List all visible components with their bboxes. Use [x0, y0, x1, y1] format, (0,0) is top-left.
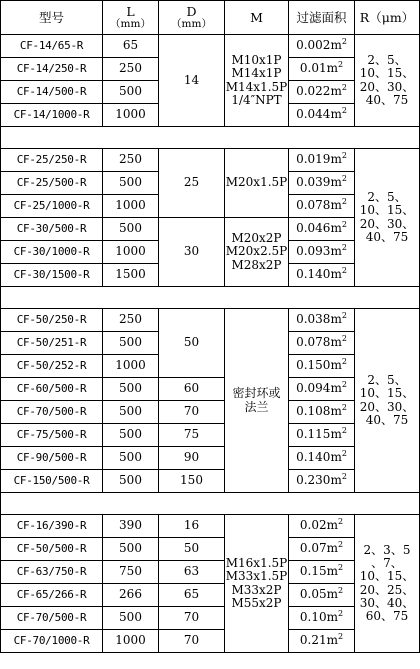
length-cell: 250: [103, 309, 159, 332]
model-cell: CF-30/500-R: [1, 218, 103, 241]
header-diameter: D （mm）: [159, 1, 225, 35]
diameter-cell: 65: [159, 584, 225, 607]
length-cell: 1000: [103, 241, 159, 264]
model-cell: CF-16/390-R: [1, 515, 103, 538]
header-thread: M: [225, 1, 289, 35]
length-cell: 500: [103, 332, 159, 355]
model-cell: CF-25/500-R: [1, 172, 103, 195]
length-cell: 500: [103, 538, 159, 561]
model-cell: CF-50/500-R: [1, 538, 103, 561]
length-cell: 500: [103, 470, 159, 493]
area-cell: $0.230m^2$: [289, 470, 355, 493]
diameter-cell: 14: [159, 35, 225, 127]
group-separator: [1, 127, 420, 149]
header-row: [1, 1, 420, 35]
model-cell: CF-30/1000-R: [1, 241, 103, 264]
table-row: [1, 309, 420, 332]
length-cell: 65: [103, 35, 159, 58]
separator-cell: [1, 493, 420, 515]
length-cell: 266: [103, 584, 159, 607]
diameter-cell: 90: [159, 447, 225, 470]
group-separator: [1, 493, 420, 515]
length-cell: 500: [103, 81, 159, 104]
thread-cell: M20x2P M20x2.5P M28x2P: [225, 218, 289, 287]
area-cell: $0.002m^2$: [289, 35, 355, 58]
area-cell: $0.07m^2$: [289, 538, 355, 561]
diameter-cell: 70: [159, 401, 225, 424]
group-separator: [1, 287, 420, 309]
model-cell: CF-25/1000-R: [1, 195, 103, 218]
area-cell: $0.21m^2$: [289, 630, 355, 653]
header-filter-area: 过滤面积: [289, 1, 355, 35]
model-cell: CF-14/65-R: [1, 35, 103, 58]
diameter-cell: 60: [159, 378, 225, 401]
length-cell: 1000: [103, 104, 159, 127]
model-cell: CF-70/500-R: [1, 401, 103, 424]
model-cell: CF-50/252-R: [1, 355, 103, 378]
area-cell: $0.140m^2$: [289, 264, 355, 287]
thread-cell: M20x1.5P: [225, 149, 289, 218]
table-row: [1, 515, 420, 538]
model-cell: CF-50/250-R: [1, 309, 103, 332]
model-cell: CF-14/1000-R: [1, 104, 103, 127]
table-row: [1, 149, 420, 172]
area-cell: $0.022m^2$: [289, 81, 355, 104]
area-cell: $0.140m^2$: [289, 447, 355, 470]
model-cell: CF-14/500-R: [1, 81, 103, 104]
header-length: L （mm）: [103, 1, 159, 35]
model-cell: CF-25/250-R: [1, 149, 103, 172]
length-cell: 1500: [103, 264, 159, 287]
area-cell: $0.115m^2$: [289, 424, 355, 447]
length-cell: 500: [103, 218, 159, 241]
area-cell: $0.044m^2$: [289, 104, 355, 127]
rating-cell: 2、5、 10、15、 20、30、 40、75: [355, 35, 420, 127]
area-cell: $0.078m^2$: [289, 195, 355, 218]
length-cell: 500: [103, 378, 159, 401]
area-cell: $0.15m^2$: [289, 561, 355, 584]
diameter-cell: 50: [159, 309, 225, 378]
length-cell: 500: [103, 447, 159, 470]
separator-cell: [1, 287, 420, 309]
length-cell: 390: [103, 515, 159, 538]
area-cell: $0.038m^2$: [289, 309, 355, 332]
length-cell: 250: [103, 58, 159, 81]
length-cell: 500: [103, 607, 159, 630]
thread-cell: M10x1P M14x1P M14x1.5P 1/4″NPT: [225, 35, 289, 127]
diameter-cell: 25: [159, 149, 225, 218]
diameter-cell: 150: [159, 470, 225, 493]
model-cell: CF-63/750-R: [1, 561, 103, 584]
thread-cell: M16x1.5P M33x1.5P M33x2P M55x2P: [225, 515, 289, 653]
model-cell: CF-60/500-R: [1, 378, 103, 401]
diameter-cell: 16: [159, 515, 225, 538]
length-cell: 750: [103, 561, 159, 584]
table-row: [1, 35, 420, 58]
diameter-cell: 63: [159, 561, 225, 584]
area-cell: $0.10m^2$: [289, 607, 355, 630]
area-cell: $0.01m^2$: [289, 58, 355, 81]
model-cell: CF-70/500-R: [1, 607, 103, 630]
area-cell: $0.108m^2$: [289, 401, 355, 424]
diameter-cell: 70: [159, 607, 225, 630]
thread-cell: 密封环或 法兰: [225, 309, 289, 493]
area-cell: $0.05m^2$: [289, 584, 355, 607]
area-cell: $0.078m^2$: [289, 332, 355, 355]
model-cell: CF-75/500-R: [1, 424, 103, 447]
rating-cell: 2、3、5 、7、 10、15、 20、25、 30、40、 60、75: [355, 515, 420, 653]
diameter-cell: 70: [159, 630, 225, 653]
area-cell: $0.093m^2$: [289, 241, 355, 264]
area-cell: $0.094m^2$: [289, 378, 355, 401]
length-cell: 1000: [103, 630, 159, 653]
diameter-cell: 75: [159, 424, 225, 447]
area-cell: $0.02m^2$: [289, 515, 355, 538]
model-cell: CF-150/500-R: [1, 470, 103, 493]
area-cell: $0.039m^2$: [289, 172, 355, 195]
length-cell: 500: [103, 172, 159, 195]
length-cell: 500: [103, 424, 159, 447]
model-cell: CF-14/250-R: [1, 58, 103, 81]
length-cell: 500: [103, 401, 159, 424]
rating-cell: 2、5、 10、15、 20、30、 40、75: [355, 309, 420, 493]
separator-cell: [1, 127, 420, 149]
diameter-cell: 30: [159, 218, 225, 287]
model-cell: CF-65/266-R: [1, 584, 103, 607]
header-rating: R（μm）: [355, 1, 420, 35]
length-cell: 1000: [103, 355, 159, 378]
model-cell: CF-70/1000-R: [1, 630, 103, 653]
header-model: 型号: [1, 1, 103, 35]
length-cell: 250: [103, 149, 159, 172]
model-cell: CF-30/1500-R: [1, 264, 103, 287]
area-cell: $0.046m^2$: [289, 218, 355, 241]
area-cell: $0.150m^2$: [289, 355, 355, 378]
model-cell: CF-50/251-R: [1, 332, 103, 355]
length-cell: 1000: [103, 195, 159, 218]
rating-cell: 2、5、 10、15、 20、30、 40、75: [355, 149, 420, 287]
diameter-cell: 50: [159, 538, 225, 561]
area-cell: $0.019m^2$: [289, 149, 355, 172]
model-cell: CF-90/500-R: [1, 447, 103, 470]
